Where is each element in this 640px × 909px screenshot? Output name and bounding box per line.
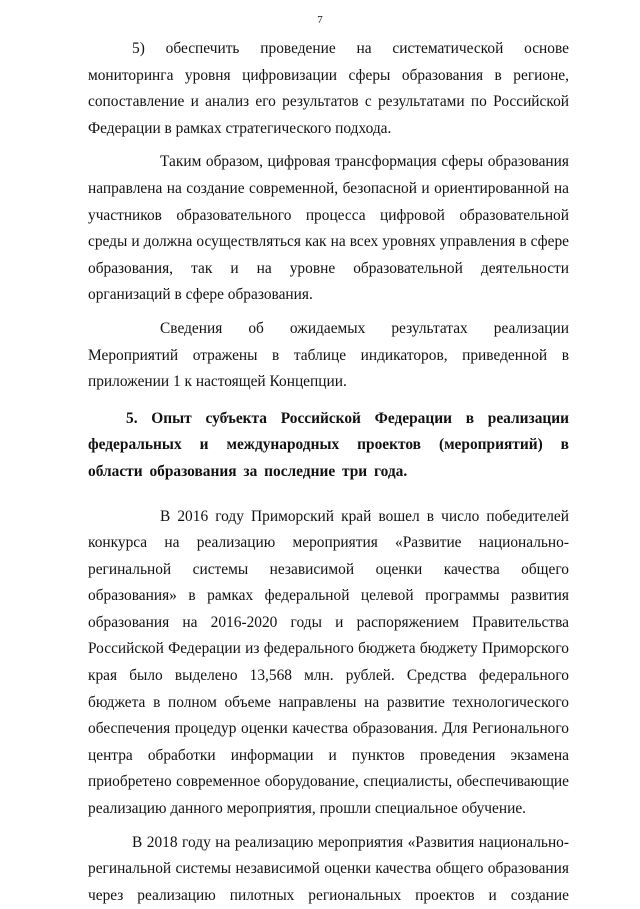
paragraph-conclusion: Таким образом, цифровая трансформация сферы образования направлена на создание современной, безопасной и ориентированной на участников образовательного процесса цифровой образовательной среды и должна осуществляться как на всех уровнях управления в сфере образования, так и на уровне образовательной деятельности организаций в сфере образования.	[88, 153, 569, 304]
page-number: 7	[317, 14, 323, 26]
paragraph-2016: В 2016 году Приморский край вошел в число победителей конкурса на реализацию мероприятия «Развитие национально-регинальной системы независимой оценки качества общего образования» в рамках федеральной целевой программы развития образования на 2016-2020 годы и распоряжением Правительства Российской Федерации из федерального бюджета бюджету Приморского края было выделено 13,568 млн. рублей. Средства федерального бюджета в полном объеме направлены на развитие технологического обеспечения процедур оценки качества образования. Для Регионального центра обработки информации и пунктов проведения экзамена приобретено современное оборудование, специалисты, обеспечивающие реализацию данного мероприятия, прошли специальное обучение.	[88, 507, 569, 818]
paragraph-results-info: Сведения об ожидаемых результатах реализации Мероприятий отражены в таблице индикаторов, приведенной в приложении 1 к настоящей Концепции.	[88, 319, 569, 391]
paragraph-item-5: 5) обеспечить проведение на систематической основе мониторинга уровня цифровизации сферы образования в регионе, сопоставление и анализ его результатов с результатами по Российской Федерации в рамках стратегического подхода.	[88, 40, 569, 137]
paragraph-2018: В 2018 году на реализацию мероприятия «Развития национально-регинальной системы независимой оценки качества общего образования через реализацию пилотных региональных проектов и создание	[88, 833, 569, 904]
section-heading: 5. Опыт субъекта Российской Федерации в реализации федеральных и международных проектов (мероприятий) в области образования за последние три года.	[88, 409, 569, 480]
document-body	[88, 36, 569, 909]
